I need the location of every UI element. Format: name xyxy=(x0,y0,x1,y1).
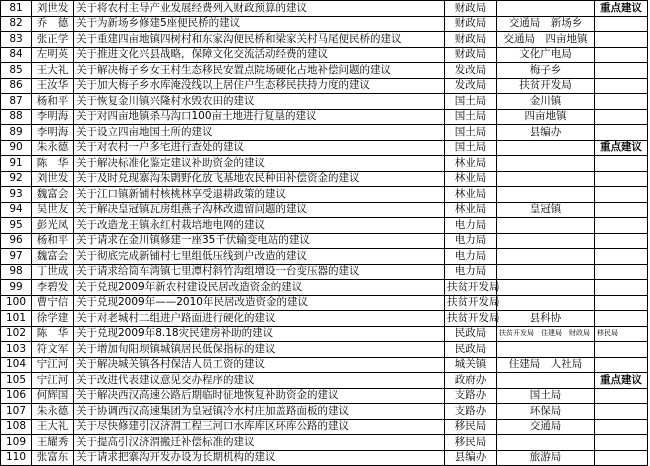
lead-department: 电力局 xyxy=(445,264,497,280)
table-row xyxy=(1,94,648,110)
table-row xyxy=(1,47,648,63)
proposal-title: 关于解决西汉高速公路后期临时征地恢复补助资金的建议 xyxy=(74,388,445,404)
lead-department: 财政局 xyxy=(445,16,497,32)
key-proposal-flag xyxy=(595,264,648,280)
table-row xyxy=(1,156,648,172)
co-departments: 扶贫开发局 住建局 财政局 移民局 xyxy=(497,326,595,342)
delegate-name: 刘世发 xyxy=(32,1,74,17)
delegate-name: 徐学建 xyxy=(32,311,74,327)
key-proposal-flag xyxy=(595,78,648,94)
table-row xyxy=(1,78,648,94)
proposal-title: 关于请求给筒车湾镇七里潭村斜竹沟组增设一台变压器的建议 xyxy=(74,264,445,280)
row-number: 93 xyxy=(1,187,32,203)
row-number: 105 xyxy=(1,373,32,389)
row-number: 88 xyxy=(1,109,32,125)
lead-department: 扶贫开发局 xyxy=(445,311,497,327)
co-departments xyxy=(497,156,595,172)
row-number: 86 xyxy=(1,78,32,94)
delegate-name: 杨和平 xyxy=(32,94,74,110)
table-row xyxy=(1,125,648,141)
delegate-name: 彭光凤 xyxy=(32,218,74,234)
row-number: 107 xyxy=(1,404,32,420)
key-proposal-flag xyxy=(595,419,648,435)
co-departments: 金川镇 xyxy=(497,94,595,110)
row-number: 102 xyxy=(1,326,32,342)
delegate-name: 朱永德 xyxy=(32,140,74,156)
lead-department: 发改局 xyxy=(445,78,497,94)
table-row xyxy=(1,311,648,327)
delegate-name: 乔 德 xyxy=(32,16,74,32)
table-row xyxy=(1,218,648,234)
delegate-name: 王耀秀 xyxy=(32,435,74,451)
table-row xyxy=(1,32,648,48)
key-proposal-flag xyxy=(595,47,648,63)
lead-department: 发改局 xyxy=(445,63,497,79)
row-number: 106 xyxy=(1,388,32,404)
row-number: 99 xyxy=(1,280,32,296)
key-proposal-flag xyxy=(595,16,648,32)
key-proposal-flag xyxy=(595,233,648,249)
co-departments: 住建局 人社局 xyxy=(497,357,595,373)
key-proposal-flag xyxy=(595,404,648,420)
proposal-table-body xyxy=(1,1,648,466)
lead-department: 财政局 xyxy=(445,1,497,17)
key-proposal-flag xyxy=(595,187,648,203)
table-row xyxy=(1,140,648,156)
table-row xyxy=(1,388,648,404)
table-row xyxy=(1,419,648,435)
delegate-name: 王大礼 xyxy=(32,63,74,79)
delegate-name: 李明海 xyxy=(32,125,74,141)
delegate-name: 吴世友 xyxy=(32,202,74,218)
table-row xyxy=(1,280,648,296)
lead-department: 移民局 xyxy=(445,435,497,451)
lead-department: 民政局 xyxy=(445,342,497,358)
lead-department: 民政局 xyxy=(445,326,497,342)
proposal-title: 关于及时兑现寨沟朱鹮野化放飞基地农民种田补偿资金的建议 xyxy=(74,171,445,187)
delegate-name: 魏富会 xyxy=(32,187,74,203)
co-departments xyxy=(497,264,595,280)
table-row xyxy=(1,16,648,32)
proposal-title: 关于江口镇新铺村核桃林享受退耕政策的建议 xyxy=(74,187,445,203)
delegate-name: 陈 华 xyxy=(32,156,74,172)
proposal-title: 关于推进文化兴县战略，保障文化交流活动经费的建议 xyxy=(74,47,445,63)
co-departments: 梅子乡 xyxy=(497,63,595,79)
table-row xyxy=(1,404,648,420)
key-proposal-flag xyxy=(595,109,648,125)
key-proposal-flag xyxy=(595,311,648,327)
table-row xyxy=(1,264,648,280)
lead-department: 林业局 xyxy=(445,171,497,187)
co-departments xyxy=(497,373,595,389)
co-departments: 交通局 四亩地镇 xyxy=(497,32,595,48)
lead-department: 林业局 xyxy=(445,156,497,172)
co-departments xyxy=(497,435,595,451)
row-number: 82 xyxy=(1,16,32,32)
lead-department: 城关镇 xyxy=(445,357,497,373)
lead-department: 扶贫开发局 xyxy=(445,280,497,296)
proposal-title: 关于对老城村二组进户路面进行硬化的建议 xyxy=(74,311,445,327)
row-number: 91 xyxy=(1,156,32,172)
lead-department: 支路办 xyxy=(445,404,497,420)
proposal-title: 关于加大梅子乡水库淹没线以上居住户生态移民扶持力度的建议 xyxy=(74,78,445,94)
row-number: 83 xyxy=(1,32,32,48)
lead-department: 财政局 xyxy=(445,32,497,48)
key-proposal-flag xyxy=(595,125,648,141)
co-departments xyxy=(497,249,595,265)
proposal-title: 关于为新场乡修建5座便民桥的建议 xyxy=(74,16,445,32)
delegate-name: 张富东 xyxy=(32,450,74,466)
lead-department: 县编办 xyxy=(445,450,497,466)
co-departments xyxy=(497,295,595,311)
row-number: 110 xyxy=(1,450,32,466)
lead-department: 国土局 xyxy=(445,125,497,141)
key-proposal-flag: 重点建议 xyxy=(595,140,648,156)
proposal-title: 关于解决皇冠镇瓦房组燕子沟林改遗留问题的建议 xyxy=(74,202,445,218)
row-number: 90 xyxy=(1,140,32,156)
row-number: 108 xyxy=(1,419,32,435)
lead-department: 扶贫开发局 xyxy=(445,295,497,311)
proposal-title: 关于兑现2009年新农村建设民居改造资金的建议 xyxy=(74,280,445,296)
co-departments: 县编办 xyxy=(497,125,595,141)
key-proposal-flag xyxy=(595,202,648,218)
delegate-name: 李碧发 xyxy=(32,280,74,296)
delegate-name: 曹宁信 xyxy=(32,295,74,311)
delegate-name: 刘世发 xyxy=(32,171,74,187)
row-number: 95 xyxy=(1,218,32,234)
key-proposal-flag: 重点建议 xyxy=(595,373,648,389)
delegate-name: 宁江河 xyxy=(32,373,74,389)
lead-department: 电力局 xyxy=(445,233,497,249)
proposal-title: 关于解决梅子乡女王村生态移民安置点院场硬化占地补偿问题的建议 xyxy=(74,63,445,79)
key-proposal-flag xyxy=(595,171,648,187)
co-departments: 皇冠镇 xyxy=(497,202,595,218)
row-number: 101 xyxy=(1,311,32,327)
delegate-name: 王大礼 xyxy=(32,419,74,435)
table-row xyxy=(1,1,648,17)
table-row xyxy=(1,342,648,358)
delegate-name: 王汝华 xyxy=(32,78,74,94)
delegate-name: 陈 华 xyxy=(32,326,74,342)
co-departments xyxy=(497,342,595,358)
delegate-name: 左明英 xyxy=(32,47,74,63)
co-departments: 环保局 xyxy=(497,404,595,420)
proposal-title: 关于改进代表建议意见交办程序的建议 xyxy=(74,373,445,389)
delegate-name: 何辉国 xyxy=(32,388,74,404)
lead-department: 支路办 xyxy=(445,388,497,404)
key-proposal-flag xyxy=(595,94,648,110)
co-departments: 交通局 新场乡 xyxy=(497,16,595,32)
key-proposal-flag xyxy=(595,450,648,466)
co-departments: 旅游局 xyxy=(497,450,595,466)
delegate-name: 魏富会 xyxy=(32,249,74,265)
table-row xyxy=(1,435,648,451)
lead-department: 国土局 xyxy=(445,94,497,110)
co-departments xyxy=(497,1,595,17)
proposal-title: 关于设立四亩地国土所的建议 xyxy=(74,125,445,141)
proposal-title: 关于兑现2009年8.18灾民建房补助的建议 xyxy=(74,326,445,342)
delegate-name: 宁江河 xyxy=(32,357,74,373)
delegate-name: 张正学 xyxy=(32,32,74,48)
row-number: 87 xyxy=(1,94,32,110)
row-number: 109 xyxy=(1,435,32,451)
lead-department: 财政局 xyxy=(445,47,497,63)
co-departments xyxy=(497,187,595,203)
lead-department: 移民局 xyxy=(445,419,497,435)
co-departments: 四亩地镇 xyxy=(497,109,595,125)
row-number: 94 xyxy=(1,202,32,218)
co-departments xyxy=(497,233,595,249)
proposal-title: 关于改造龙王镇永红村栽培地电网的建议 xyxy=(74,218,445,234)
key-proposal-flag xyxy=(595,63,648,79)
table-row xyxy=(1,109,648,125)
key-proposal-flag xyxy=(595,218,648,234)
co-departments: 县科协 xyxy=(497,311,595,327)
co-departments xyxy=(497,280,595,296)
key-proposal-flag xyxy=(595,156,648,172)
row-number: 104 xyxy=(1,357,32,373)
proposal-title: 关于兑现2009年——2010年民居改造资金的建议 xyxy=(74,295,445,311)
key-proposal-flag xyxy=(595,32,648,48)
table-row xyxy=(1,373,648,389)
table-row xyxy=(1,295,648,311)
lead-department: 国土局 xyxy=(445,109,497,125)
key-proposal-flag xyxy=(595,249,648,265)
row-number: 89 xyxy=(1,125,32,141)
table-row xyxy=(1,187,648,203)
row-number: 92 xyxy=(1,171,32,187)
delegate-name: 丁世成 xyxy=(32,264,74,280)
row-number: 98 xyxy=(1,264,32,280)
row-number: 97 xyxy=(1,249,32,265)
key-proposal-flag xyxy=(595,388,648,404)
delegate-name: 朱永德 xyxy=(32,404,74,420)
proposal-title: 关于解决标准化鉴定建议补助资金的建议 xyxy=(74,156,445,172)
delegate-name: 杨和平 xyxy=(32,233,74,249)
table-row xyxy=(1,233,648,249)
proposal-title: 关于尽快修建引汉济渭工程三河口水库库区环库公路的建议 xyxy=(74,419,445,435)
co-departments xyxy=(497,171,595,187)
proposal-title: 关于提高引汉济渭搬迁补偿标准的建议 xyxy=(74,435,445,451)
row-number: 81 xyxy=(1,1,32,17)
table-row xyxy=(1,171,648,187)
table-row xyxy=(1,249,648,265)
co-departments: 文化广电局 xyxy=(497,47,595,63)
key-proposal-flag: 重点建议 xyxy=(595,1,648,17)
proposal-title: 关于解决城关镇各村保洁人员工资的建议 xyxy=(74,357,445,373)
lead-department: 林业局 xyxy=(445,202,497,218)
row-number: 103 xyxy=(1,342,32,358)
proposal-title: 关于请求把寨沟开发办设为长期机构的建议 xyxy=(74,450,445,466)
proposal-title: 关于恢复金川镇兴隆村水毁农田的建议 xyxy=(74,94,445,110)
row-number: 85 xyxy=(1,63,32,79)
proposal-title: 关于请求在金川镇修建一座35千伏输变电站的建议 xyxy=(74,233,445,249)
table-row xyxy=(1,63,648,79)
co-departments xyxy=(497,140,595,156)
row-number: 100 xyxy=(1,295,32,311)
proposal-title: 关于协调西汉高速集团为皇冠镇冷水村庄加盖路面板的建议 xyxy=(74,404,445,420)
key-proposal-flag xyxy=(595,435,648,451)
proposal-title: 关于增加旬阳坝镇城镇居民低保指标的建议 xyxy=(74,342,445,358)
table-row xyxy=(1,450,648,466)
key-proposal-flag xyxy=(595,357,648,373)
row-number: 84 xyxy=(1,47,32,63)
co-departments: 国土局 xyxy=(497,388,595,404)
proposal-title: 关于对农村一户多宅进行查处的建议 xyxy=(74,140,445,156)
lead-department: 政府办 xyxy=(445,373,497,389)
lead-department: 电力局 xyxy=(445,218,497,234)
key-proposal-flag xyxy=(595,280,648,296)
row-number: 96 xyxy=(1,233,32,249)
proposal-title: 关于对四亩地镇杀马沟口100亩土地进行复垦的建议 xyxy=(74,109,445,125)
co-departments xyxy=(497,218,595,234)
table-row xyxy=(1,357,648,373)
table-row xyxy=(1,326,648,342)
lead-department: 林业局 xyxy=(445,187,497,203)
table-row xyxy=(1,202,648,218)
key-proposal-flag xyxy=(595,342,648,358)
lead-department: 电力局 xyxy=(445,249,497,265)
proposal-title: 关于彻底完成新铺村七里组低压线到户改造的建议 xyxy=(74,249,445,265)
delegate-name: 李明海 xyxy=(32,109,74,125)
proposal-title: 关于将农村主导产业发展经费列入财政预算的建议 xyxy=(74,1,445,17)
proposal-title: 关于重建四亩地镇四树村和东家沟便民桥和梁家关村马尾便民桥的建议 xyxy=(74,32,445,48)
co-departments: 交通局 xyxy=(497,419,595,435)
lead-department: 国土局 xyxy=(445,140,497,156)
co-departments: 扶贫开发局 xyxy=(497,78,595,94)
delegate-name: 符文军 xyxy=(32,342,74,358)
key-proposal-flag xyxy=(595,295,648,311)
